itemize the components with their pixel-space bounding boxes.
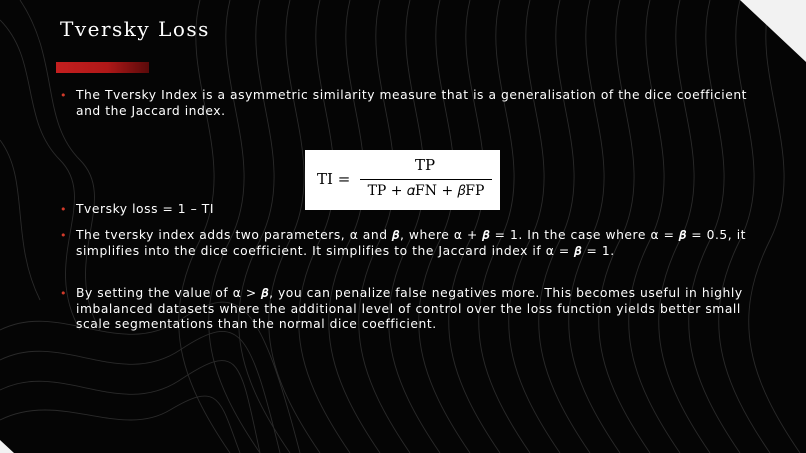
bullet-item-2: [60, 202, 360, 218]
bullet-marker: •: [60, 89, 68, 102]
bullet-marker: •: [60, 287, 68, 300]
bullet-text: The Tversky Index is a asymmetric similarity measure that is a generalisation of the dice coefficient and the Jaccard index.: [76, 88, 748, 118]
bullet-marker: •: [60, 203, 68, 216]
bullet-text: Tversky loss = 1 – TI: [76, 202, 215, 216]
bullet-text: The tversky index adds two parameters, α and 𝜷, where α + 𝜷 = 1. In the case where α = 𝜷 = 0.5, it simplifies into the dice coefficient. It simplifies to the Jaccard index if α = 𝜷 = 1.: [76, 228, 747, 258]
fraction-line: [360, 179, 492, 180]
formula-denominator: TP + 𝛼FN + 𝛽FP: [367, 183, 485, 199]
formula-lhs: TI =: [317, 170, 351, 188]
title-accent-bar: [56, 62, 149, 73]
tversky-index-formula: [305, 150, 500, 210]
bullet-item-4: [60, 286, 754, 333]
formula-numerator: TP: [414, 156, 436, 174]
slide-title: Tversky Loss: [60, 17, 210, 41]
bullet-text: By setting the value of α > 𝜷, you can penalize false negatives more. This becomes useful in highly imbalanced datasets where the additional level of control over the loss function yields better small scale segmentations than the normal dice coefficient.: [76, 286, 743, 331]
formula-box: [305, 150, 500, 210]
bullet-marker: •: [60, 229, 68, 242]
bullet-item-1: [60, 88, 750, 119]
bullet-item-3: [60, 228, 754, 259]
